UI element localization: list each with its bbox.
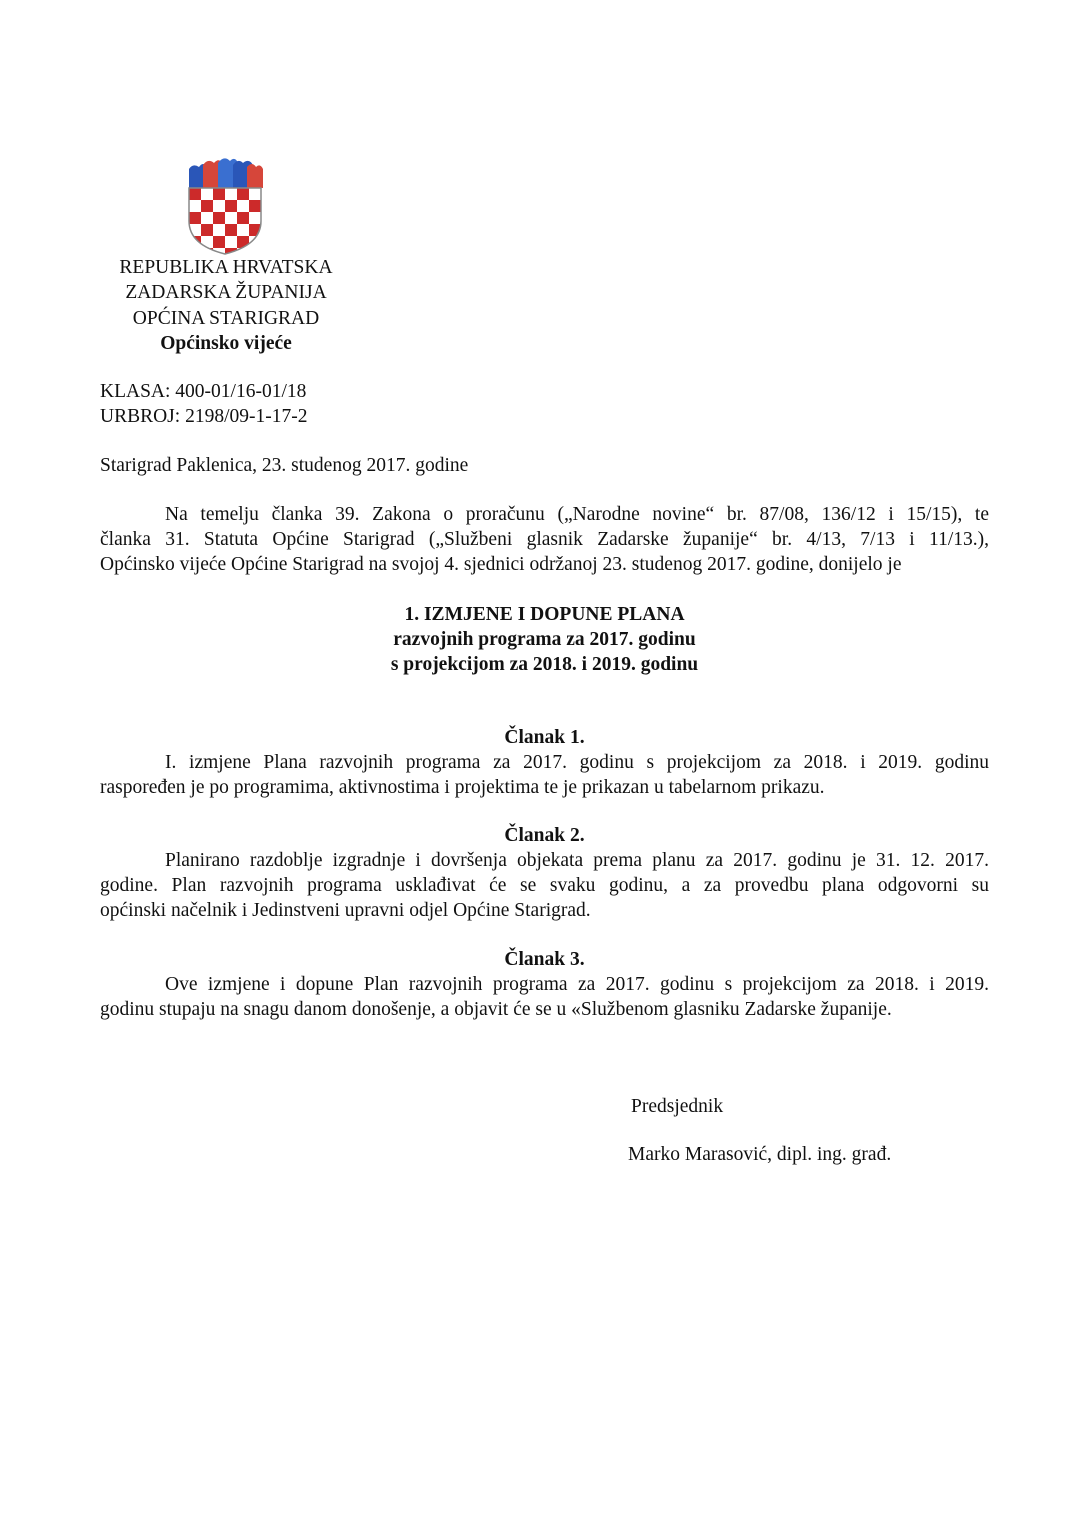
shield-square (189, 248, 201, 255)
article-2-text: općinski načelnik i Jedinstveni upravni odjel Općine Starigrad. (100, 900, 591, 921)
article-3-text: Ove izmjene i dopune Plan razvojnih programa za 2017. godinu s projekcijom za 2018. i 2019. (165, 974, 989, 995)
shield-square (201, 212, 213, 224)
shield-square (225, 224, 237, 236)
shield-square (189, 200, 201, 212)
shield-square (225, 200, 237, 212)
shield-square (189, 188, 201, 200)
header-body-name: Općinsko vijeće (160, 333, 292, 354)
shield-square (189, 212, 201, 224)
article-3-heading: Članak 3. (504, 949, 585, 970)
article-1-heading: Članak 1. (504, 727, 585, 748)
urbroj-number: URBROJ: 2198/09-1-17-2 (100, 406, 308, 427)
preamble-line: Općinsko vijeće Općine Starigrad na svojoj 4. sjednici održanoj 23. studenog 2017. godine, donijelo je (100, 554, 902, 575)
article-2-text: Planirano razdoblje izgradnje i dovršenja objekata prema planu za 2017. godinu je 31. 12. 2017. (165, 850, 989, 871)
article-2-text: godine. Plan razvojnih programa usklađivat će se svaku godinu, a za provedbu plana odgovorni su (100, 875, 989, 896)
coat-of-arms-icon (183, 155, 267, 255)
shield-square (237, 188, 249, 200)
header-line-county: ZADARSKA ŽUPANIJA (125, 282, 327, 303)
shield-square (213, 200, 225, 212)
shield-square (249, 248, 261, 255)
document-subtitle: razvojnih programa za 2017. godinu (393, 629, 696, 650)
shield-square (201, 224, 213, 236)
preamble-line: članka 31. Statuta Općine Starigrad („Službeni glasnik Zadarske županije“ br. 4/13, 7/13 i 11/13.), (100, 529, 989, 550)
shield-square (201, 188, 213, 200)
shield-square (237, 224, 249, 236)
shield-square (237, 200, 249, 212)
article-1-text: raspoređen je po programima, aktivnostima i projektima te je prikazan u tabelarnom prikazu. (100, 777, 825, 798)
shield-square (213, 212, 225, 224)
shield-square (249, 188, 261, 200)
shield-square (249, 212, 261, 224)
article-3-text: godinu stupaju na snagu danom donošenje, a objavit će se u «Službenom glasniku Zadarske županije. (100, 999, 892, 1020)
header-line-municipality: OPĆINA STARIGRAD (132, 308, 320, 329)
shield-square (225, 236, 237, 248)
document-subtitle: s projekcijom za 2018. i 2019. godinu (390, 654, 699, 675)
shield-square (201, 236, 213, 248)
klasa-number: KLASA: 400-01/16-01/18 (100, 381, 307, 402)
header-line-country: REPUBLIKA HRVATSKA (119, 257, 333, 278)
signature-name: Marko Marasović, dipl. ing. građ. (628, 1144, 892, 1165)
shield-square (201, 200, 213, 212)
document-title: 1. IZMJENE I DOPUNE PLANA (404, 604, 685, 625)
shield-square (237, 236, 249, 248)
signature-role: Predsjednik (631, 1096, 724, 1117)
shield-square (213, 224, 225, 236)
article-2-heading: Članak 2. (504, 825, 585, 846)
place-date: Starigrad Paklenica, 23. studenog 2017. godine (100, 455, 469, 476)
shield-square (249, 200, 261, 212)
shield-square (225, 212, 237, 224)
shield-square (237, 212, 249, 224)
shield-square (213, 188, 225, 200)
shield-square (225, 188, 237, 200)
shield-square (213, 236, 225, 248)
preamble-line: Na temelju članka 39. Zakona o proračunu („Narodne novine“ br. 87/08, 136/12 i 15/15), te (165, 504, 989, 525)
article-1-text: I. izmjene Plana razvojnih programa za 2017. godinu s projekcijom za 2018. i 2019. godinu (165, 752, 989, 773)
